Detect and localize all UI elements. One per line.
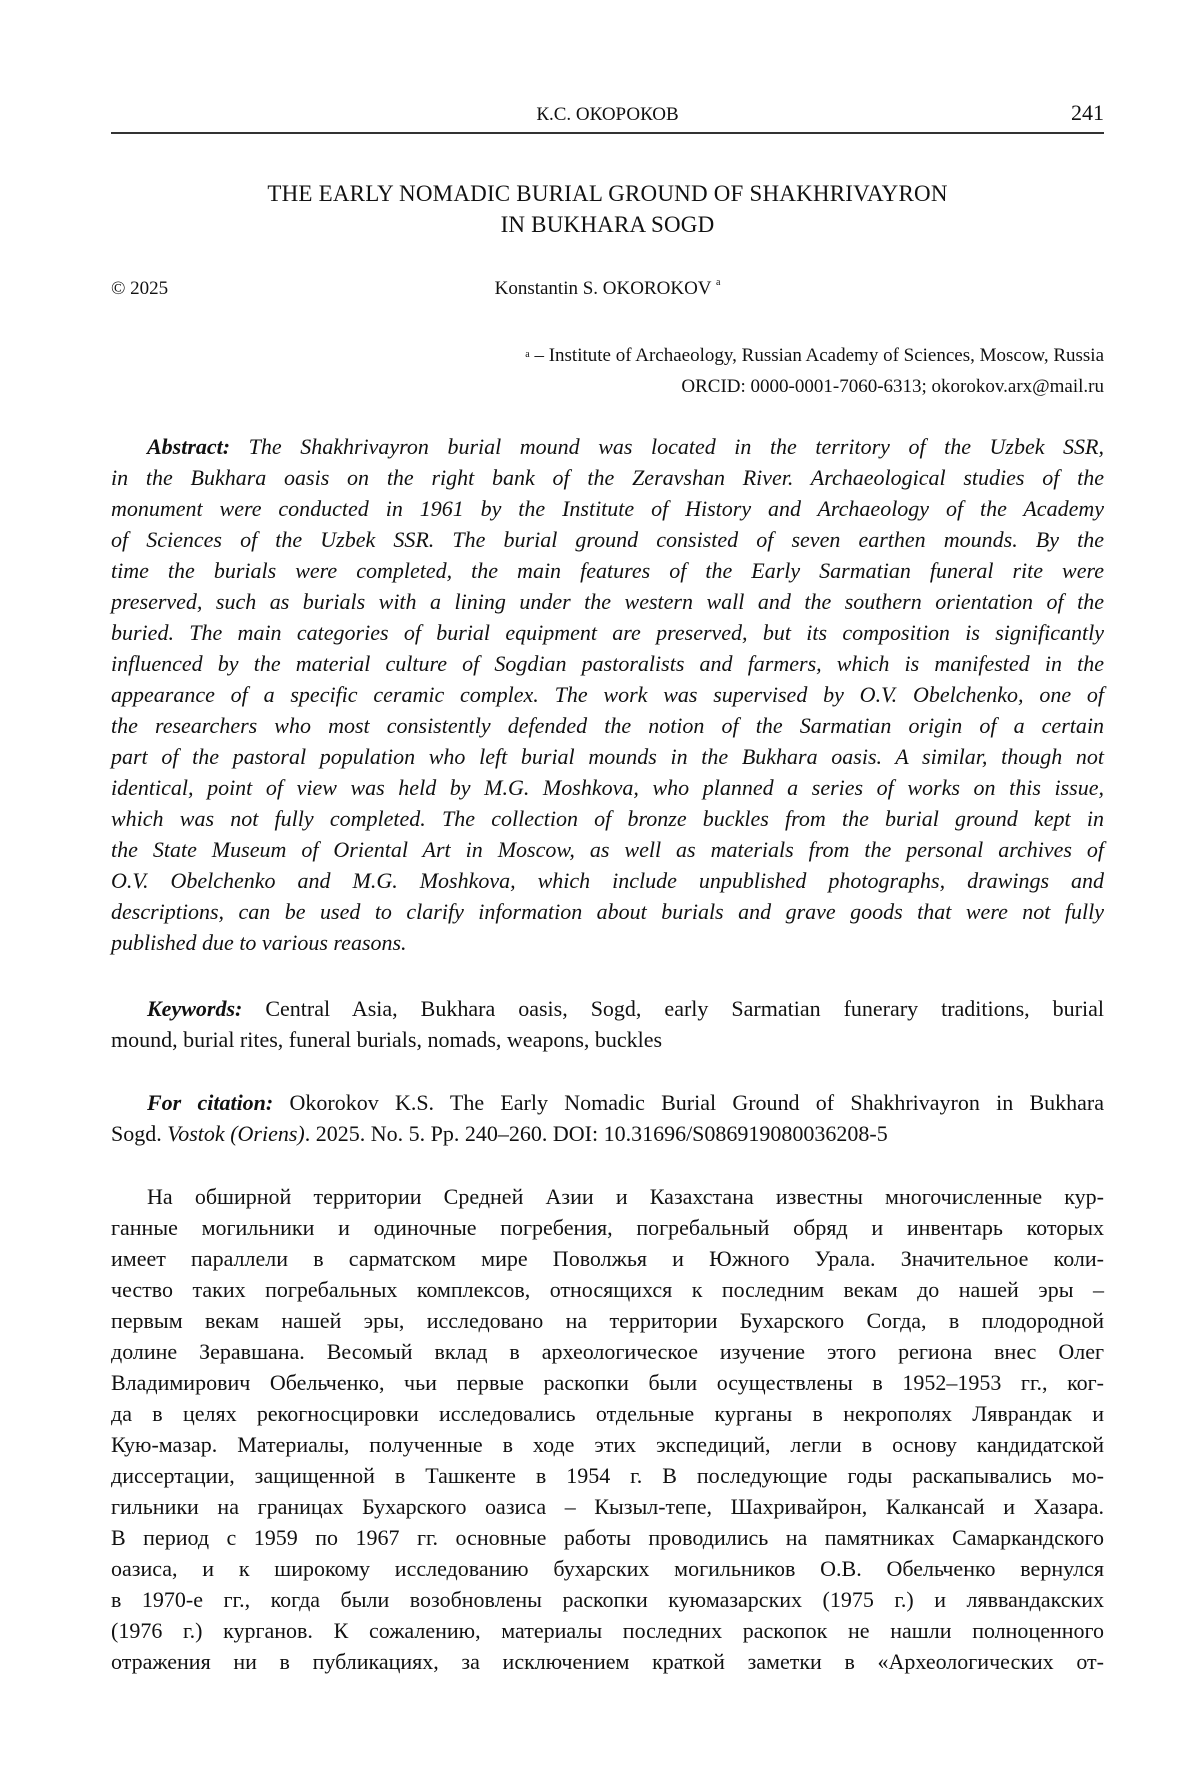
abstract-line: in the Bukhara oasis on the right bank of the Zeravshan River. Archaeological studies of the <box>111 462 1104 493</box>
abstract-line: monument were conducted in 1961 by the Institute of History and Archaeology of the Academy <box>111 493 1104 524</box>
body-line: диссертации, защищенной в Ташкенте в 1954 г. В последующие годы раскапывались мо- <box>111 1460 1104 1491</box>
abstract-line: part of the pastoral population who left burial mounds in the Bukhara oasis. A similar, though not <box>111 741 1104 772</box>
abstract-line: preserved, such as burials with a lining under the western wall and the southern orientation of the <box>111 586 1104 617</box>
body-line: гильники на границах Бухарского оазиса – Кызыл-тепе, Шахривайрон, Калкансай и Хазара. <box>111 1491 1104 1522</box>
keywords <box>111 993 1104 1055</box>
body-line: первым векам нашей эры, исследовано на территории Бухарского Согда, в плодородной <box>111 1305 1104 1336</box>
title-line: IN BUKHARA SOGD <box>111 209 1104 240</box>
author-name: Konstantin S. OKOROKOV <box>495 278 712 299</box>
body-line: да в целях рекогносцировки исследовались отдельные курганы в некрополях Ляврандак и <box>111 1398 1104 1429</box>
header-rule <box>111 132 1104 134</box>
keywords-line: mound, burial rites, funeral burials, nomads, weapons, buckles <box>111 1024 1104 1055</box>
body-line: оазиса, и к широкому исследованию бухарских могильников О.В. Обельченко вернулся <box>111 1553 1104 1584</box>
keywords-line: Keywords: Central Asia, Bukhara oasis, Sogd, early Sarmatian funerary traditions, burial <box>111 993 1104 1024</box>
body-line: долине Зеравшана. Весомый вклад в археологическое изучение этого региона внес Олег <box>111 1336 1104 1367</box>
affiliation <box>525 340 1104 402</box>
body-line: На обширной территории Средней Азии и Казахстана известны многочисленные кур- <box>111 1181 1104 1212</box>
body-line: ганные могильники и одиночные погребения, погребальный обряд и инвентарь которых <box>111 1212 1104 1243</box>
body-line: В период с 1959 по 1967 гг. основные работы проводились на памятниках Самаркандского <box>111 1522 1104 1553</box>
citation-line: Sogd. Vostok (Oriens). 2025. No. 5. Pp. 240–260. DOI: 10.31696/S086919080036208-5 <box>111 1118 1104 1149</box>
article-title <box>111 178 1104 240</box>
page-number: 241 <box>1071 100 1104 126</box>
author <box>111 278 1104 300</box>
body-line: чество таких погребальных комплексов, относящихся к последним векам до нашей эры – <box>111 1274 1104 1305</box>
abstract-line: Abstract: The Shakhrivayron burial mound was located in the territory of the Uzbek SSR, <box>111 431 1104 462</box>
abstract-line: published due to various reasons. <box>111 927 1104 958</box>
running-title: К.С. ОКОРОКОВ <box>111 104 1104 126</box>
abstract-line: appearance of a specific ceramic complex. The work was supervised by O.V. Obelchenko, one of <box>111 679 1104 710</box>
body-line: (1976 г.) курганов. К сожалению, материалы последних раскопок не нашли полноценного <box>111 1615 1104 1646</box>
abstract-line: of Sciences of the Uzbek SSR. The burial ground consisted of seven earthen mounds. By the <box>111 524 1104 555</box>
citation-line: For citation: Okorokov K.S. The Early Nomadic Burial Ground of Shakhrivayron in Bukhara <box>111 1087 1104 1118</box>
body-line: Владимирович Обельченко, чьи первые раскопки были осуществлены в 1952–1953 гг., ког- <box>111 1367 1104 1398</box>
abstract-line: time the burials were completed, the main features of the Early Sarmatian funeral rite were <box>111 555 1104 586</box>
abstract-line: which was not fully completed. The collection of bronze buckles from the burial ground kept in <box>111 803 1104 834</box>
body-line: в 1970-е гг., когда были возобновлены раскопки куюмазарских (1975 г.) и ляввандакских <box>111 1584 1104 1615</box>
abstract-line: buried. The main categories of burial equipment are preserved, but its composition is significantly <box>111 617 1104 648</box>
abstract-line: influenced by the material culture of Sogdian pastoralists and farmers, which is manifested in the <box>111 648 1104 679</box>
body-line: имеет параллели в сарматском мире Поволжья и Южного Урала. Значительное коли- <box>111 1243 1104 1274</box>
abstract-line: O.V. Obelchenko and M.G. Moshkova, which include unpublished photographs, drawings and <box>111 865 1104 896</box>
affiliation-text: – Institute of Archaeology, Russian Academy of Sciences, Moscow, Russia <box>530 345 1104 366</box>
abstract-line: the State Museum of Oriental Art in Moscow, as well as materials from the personal archives of <box>111 834 1104 865</box>
abstract-line: descriptions, can be used to clarify information about burials and grave goods that were not fully <box>111 896 1104 927</box>
author-sup: a <box>716 277 720 288</box>
body-text <box>111 1181 1104 1677</box>
citation <box>111 1087 1104 1149</box>
abstract-line: identical, point of view was held by M.G. Moshkova, who planned a series of works on this issue, <box>111 772 1104 803</box>
body-line: Кую-мазар. Материалы, полученные в ходе этих экспедиций, легли в основу кандидатской <box>111 1429 1104 1460</box>
keywords-label: Keywords: <box>147 996 242 1021</box>
abstract <box>111 431 1104 958</box>
author-contact: ORCID: 0000-0001-7060-6313; okorokov.arx@mail.ru <box>525 371 1104 402</box>
journal-name: Vostok (Oriens) <box>167 1121 304 1146</box>
running-header <box>111 98 1104 128</box>
abstract-label: Abstract: <box>147 434 230 459</box>
title-line: THE EARLY NOMADIC BURIAL GROUND OF SHAKHRIVAYRON <box>111 178 1104 209</box>
citation-label: For citation: <box>147 1090 273 1115</box>
body-line: отражения ни в публикациях, за исключением краткой заметки в «Археологических от- <box>111 1646 1104 1677</box>
affiliation-sup: a <box>525 349 529 360</box>
abstract-line: the researchers who most consistently defended the notion of the Sarmatian origin of a certain <box>111 710 1104 741</box>
copyright: © 2025 <box>111 278 168 300</box>
